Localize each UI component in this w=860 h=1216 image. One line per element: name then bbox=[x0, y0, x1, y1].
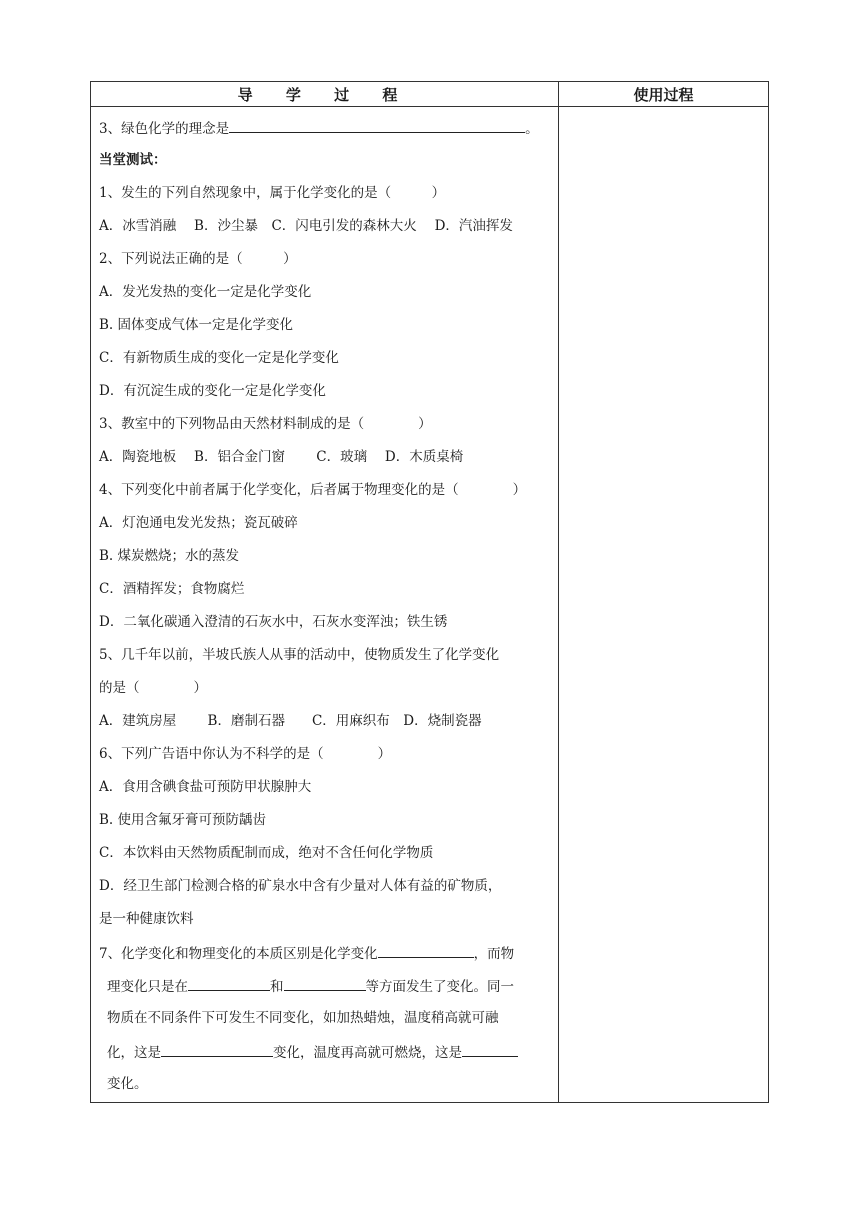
question-5-continued: 的是（ ） bbox=[99, 680, 207, 696]
question-5: 5、几千年以前，半坡氏族人从事的活动中，使物质发生了化学变化 bbox=[99, 647, 500, 663]
header-guided-learning: 导 学 过 程 bbox=[237, 86, 412, 104]
header-usage-process: 使用过程 bbox=[633, 86, 694, 104]
question-6: 6、下列广告语中你认为不科学的是（ ） bbox=[99, 746, 392, 762]
question-2-option-c: C．有新物质生成的变化一定是化学变化 bbox=[99, 350, 339, 366]
question-6-option-c: C．本饮料由天然物质配制而成，绝对不含任何化学物质 bbox=[99, 845, 434, 861]
question-1-options: A．冰雪消融 B．沙尘暴 C．闪电引发的森林大火 D．汽油挥发 bbox=[99, 218, 513, 234]
question-3: 3、教室中的下列物品由天然材料制成的是（ ） bbox=[99, 416, 432, 432]
question-6-option-b: B. 使用含氟牙膏可预防龋齿 bbox=[99, 812, 267, 828]
question-4-option-a: A．灯泡通电发光发热；瓷瓦破碎 bbox=[99, 515, 298, 531]
green-chemistry-line: 3、绿色化学的理念是 。 bbox=[99, 117, 539, 139]
question-2-option-a: A．发光发热的变化一定是化学变化 bbox=[99, 284, 312, 300]
question-2: 2、下列说法正确的是（ ） bbox=[99, 251, 297, 267]
question-4-option-c: C．酒精挥发；食物腐烂 bbox=[99, 581, 245, 597]
question-7-line-3: 物质在不同条件下可发生不同变化，如加热蜡烛，温度稍高就可融 bbox=[107, 1010, 499, 1026]
answer-blank bbox=[161, 1041, 273, 1057]
question-6-option-a: A．食用含碘食盐可预防甲状腺肿大 bbox=[99, 779, 312, 795]
question-7-line-1: 7、化学变化和物理变化的本质区别是化学变化 ，而物 bbox=[99, 942, 514, 964]
question-3-options: A．陶瓷地板 B．铝合金门窗 C．玻璃 D．木质桌椅 bbox=[99, 449, 464, 465]
question-4: 4、下列变化中前者属于化学变化，后者属于物理变化的是（ ） bbox=[99, 482, 527, 498]
answer-blank bbox=[284, 975, 366, 991]
column-divider bbox=[558, 82, 559, 1102]
question-7-line-5: 变化。 bbox=[107, 1076, 148, 1092]
question-6-option-d-continued: 是一种健康饮料 bbox=[99, 911, 194, 927]
answer-blank bbox=[229, 117, 525, 133]
question-2-option-d: D．有沉淀生成的变化一定是化学变化 bbox=[99, 383, 326, 399]
question-5-options: A．建筑房屋 B．磨制石器 C．用麻织布 D．烧制瓷器 bbox=[99, 713, 482, 729]
question-7-line-2: 理变化只是在 和 等方面发生了变化。同一 bbox=[107, 975, 514, 997]
question-7-line-4: 化，这是 变化，温度再高就可燃烧，这是 bbox=[107, 1041, 518, 1063]
answer-blank bbox=[378, 942, 474, 958]
question-4-option-d: D．二氧化碳通入澄清的石灰水中，石灰水变浑浊；铁生锈 bbox=[99, 614, 448, 630]
answer-blank bbox=[188, 975, 270, 991]
question-2-option-b: B. 固体变成气体一定是化学变化 bbox=[99, 317, 294, 333]
table-header-row bbox=[91, 82, 768, 107]
worksheet-table bbox=[90, 81, 769, 1103]
answer-blank bbox=[462, 1041, 518, 1057]
section-title-in-class-test: 当堂测试： bbox=[99, 152, 167, 168]
question-1: 1、发生的下列自然现象中，属于化学变化的是（ ） bbox=[99, 185, 446, 201]
question-4-option-b: B. 煤炭燃烧；水的蒸发 bbox=[99, 548, 240, 564]
question-6-option-d: D．经卫生部门检测合格的矿泉水中含有少量对人体有益的矿物质， bbox=[99, 878, 502, 894]
